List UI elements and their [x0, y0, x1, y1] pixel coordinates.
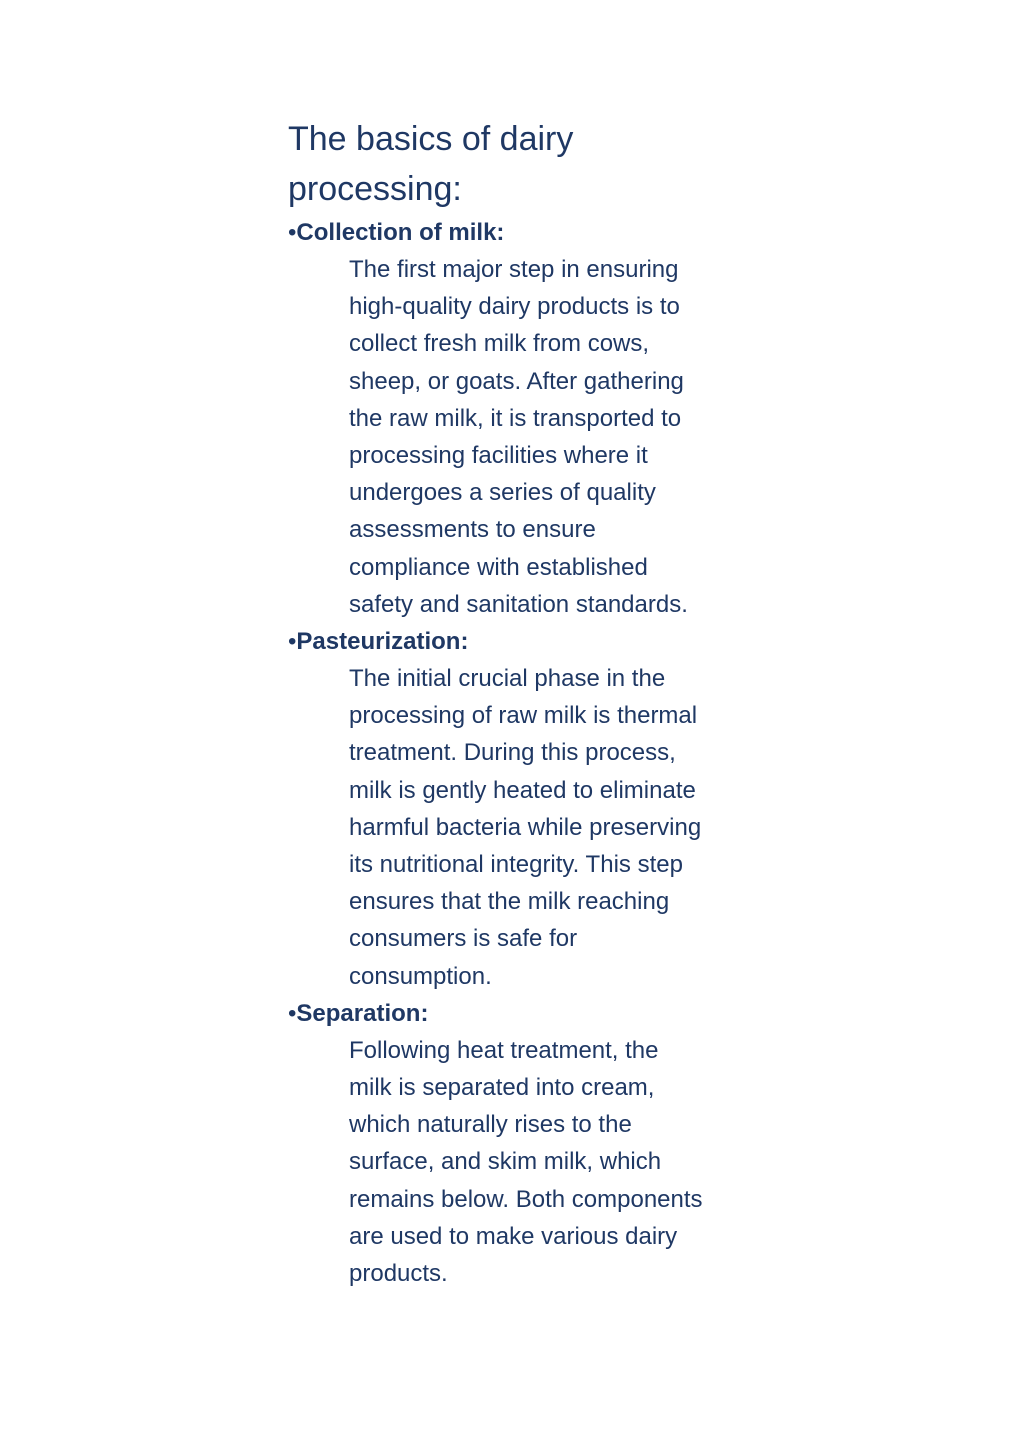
body-line: safety and sanitation standards. — [349, 590, 688, 618]
page-title: The basics of dairy processing: — [288, 120, 574, 208]
section-separation — [288, 995, 788, 1292]
body-line: its nutritional integrity. This step — [349, 851, 683, 879]
section-pasteurization — [288, 623, 788, 995]
body-line: which naturally rises to the — [349, 1111, 632, 1139]
section-heading-label: Separation: — [296, 999, 429, 1027]
body-line: milk is gently heated to eliminate — [349, 776, 696, 804]
body-line: products. — [349, 1260, 448, 1288]
section-heading — [288, 995, 788, 1032]
bullet-marker: • — [288, 628, 297, 656]
body-line: consumers is safe for — [349, 925, 578, 953]
body-line: compliance with established — [349, 553, 648, 581]
section-heading-label: Collection of milk: — [296, 219, 505, 246]
section-collection — [288, 214, 788, 623]
body-line: processing facilities where it — [349, 442, 648, 470]
document-content — [288, 114, 788, 1292]
body-line: remains below. Both components — [349, 1185, 703, 1213]
section-body — [349, 251, 779, 623]
body-line: collect fresh milk from cows, — [349, 330, 650, 358]
body-line: the raw milk, it is transported to — [349, 404, 682, 432]
body-line: assessments to ensure — [349, 516, 596, 544]
bullet-marker: • — [288, 219, 297, 246]
body-line: The initial crucial phase in the — [349, 665, 666, 693]
body-line: Following heat treatment, the — [349, 1036, 659, 1064]
body-line: The first major step in ensuring — [349, 256, 679, 283]
body-line: processing of raw milk is thermal — [349, 702, 698, 730]
bullet-marker: • — [288, 999, 297, 1027]
body-line: high-quality dairy products is to — [349, 293, 680, 321]
body-line: consumption. — [349, 962, 492, 990]
section-body — [349, 1032, 779, 1292]
section-heading — [288, 623, 788, 660]
body-line: milk is separated into cream, — [349, 1074, 655, 1102]
body-line: undergoes a series of quality — [349, 479, 656, 507]
section-heading — [288, 214, 788, 251]
body-line: ensures that the milk reaching — [349, 888, 670, 916]
body-line: sheep, or goats. After gathering — [349, 367, 684, 395]
section-body — [349, 660, 779, 995]
body-line: surface, and skim milk, which — [349, 1148, 662, 1176]
body-line: harmful bacteria while preserving — [349, 813, 702, 841]
body-line: are used to make various dairy — [349, 1222, 678, 1250]
section-heading-label: Pasteurization: — [296, 628, 469, 656]
body-line: treatment. During this process, — [349, 739, 676, 767]
